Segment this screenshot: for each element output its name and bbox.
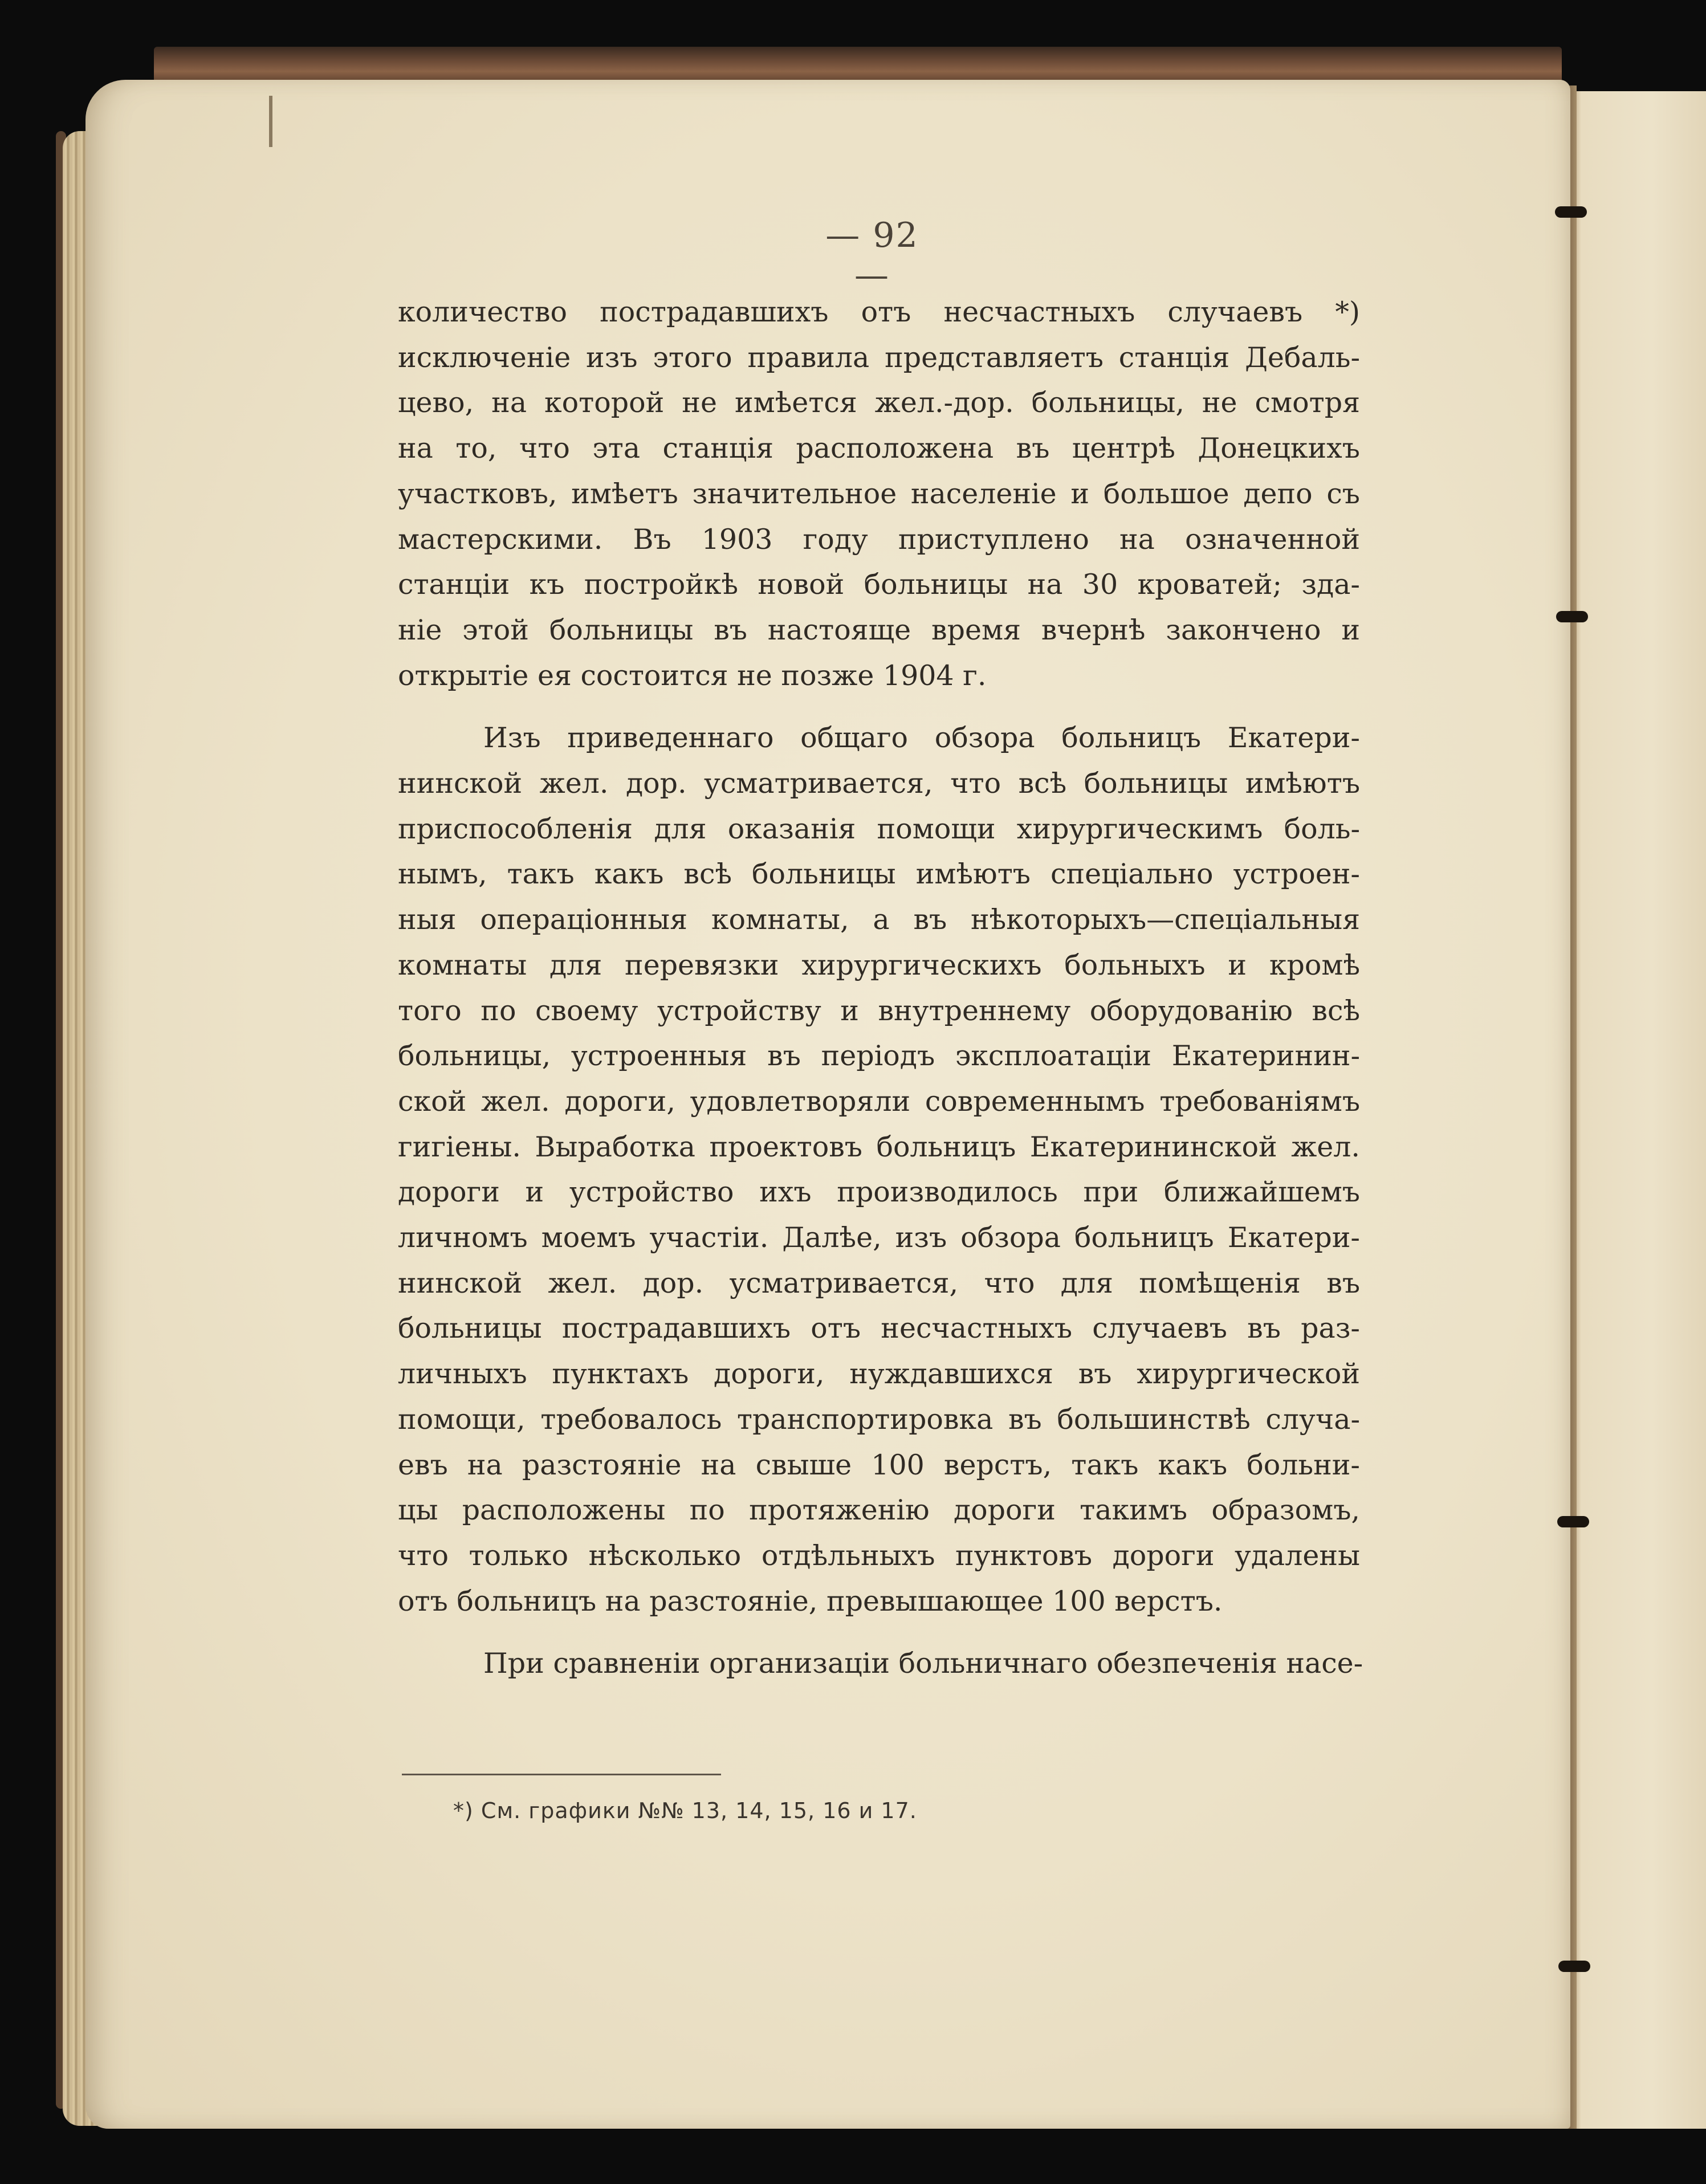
footnote-divider (402, 1774, 721, 1775)
binding-stitch (1556, 611, 1588, 622)
text-line: гигіены. Выработка проектовъ больницъ Екатерининской жел. (398, 1130, 1360, 1163)
footnote: *) См. графики №№ 13, 14, 15, 16 и 17. (453, 1798, 917, 1823)
text-line: того по своему устройству и внутреннему оборудованію всѣ (398, 994, 1360, 1027)
paragraph-gap (398, 1624, 1360, 1641)
text-line: При сравненіи организаціи больничнаго обезпеченія насе- (483, 1647, 1363, 1680)
text-line: ніе этой больницы въ настояще время вчернѣ закончено и (398, 613, 1360, 646)
text-line: приспособленія для оказанія помощи хирургическимъ боль- (398, 812, 1360, 845)
text-line: нинской жел. дор. усматривается, что для помѣщенія въ (398, 1266, 1360, 1299)
binding-stitch (1557, 1516, 1589, 1527)
text-line: мастерскими. Въ 1903 году приступлено на означенной (398, 523, 1360, 556)
text-line: больницы, устроенныя въ періодъ эксплоатаціи Екатеринин- (398, 1040, 1360, 1073)
text-line: Изъ приведеннаго общаго обзора больницъ Екатери- (483, 722, 1360, 755)
text-line: нымъ, такъ какъ всѣ больницы имѣютъ спеціально устроен- (398, 858, 1360, 891)
text-line: цы расположены по протяженію дороги такимъ образомъ, (398, 1494, 1360, 1527)
text-line: ской жел. дороги, удовлетворяли современнымъ требованіямъ (398, 1085, 1360, 1118)
text-line: исключеніе изъ этого правила представляетъ станція Дебаль- (398, 341, 1360, 374)
text-line: личномъ моемъ участіи. Далѣе, изъ обзора больницъ Екатери- (398, 1221, 1360, 1254)
text-line: дороги и устройство ихъ производилось при ближайшемъ (398, 1176, 1360, 1209)
text-line: больницы пострадавшихъ отъ несчастныхъ случаевъ въ раз- (398, 1312, 1360, 1345)
text-line: помощи, требовалось транспортировка въ большинствѣ случа- (398, 1403, 1360, 1436)
text-line: на то, что эта станція расположена въ центрѣ Донецкихъ (398, 432, 1360, 465)
text-line: нинской жел. дор. усматривается, что всѣ больницы имѣютъ (398, 767, 1360, 800)
facing-page (1570, 91, 1706, 2129)
text-line: открытіе ея состоится не позже 1904 г. (398, 659, 987, 692)
text-line: отъ больницъ на разстояніе, превышающее 100 верстъ. (398, 1584, 1223, 1617)
text-line: ныя операціонныя комнаты, а въ нѣкоторыхъ—спеціальныя (398, 903, 1360, 936)
page-mark (269, 96, 272, 147)
text-line: личныхъ пунктахъ дороги, нуждавшихся въ хирургической (398, 1358, 1360, 1391)
page-number: — 92 — (825, 215, 919, 295)
paragraph-gap (398, 698, 1360, 715)
text-line: евъ на разстояніе на свыше 100 верстъ, такъ какъ больни- (398, 1448, 1360, 1481)
text-line: участковъ, имѣетъ значительное населеніе и большое депо съ (398, 477, 1360, 510)
page-body-text (398, 290, 1363, 1686)
binding-stitch (1555, 206, 1587, 218)
text-line: комнаты для перевязки хирургическихъ больныхъ и кромѣ (398, 948, 1360, 981)
text-line: что только нѣсколько отдѣльныхъ пунктовъ дороги удалены (398, 1539, 1360, 1572)
text-line: цево, на которой не имѣется жел.-дор. больницы, не смотря (398, 386, 1360, 419)
text-line: количество пострадавшихъ отъ несчастныхъ случаевъ *) (398, 296, 1360, 328)
text-line: станціи къ постройкѣ новой больницы на 30 кроватей; зда- (398, 568, 1360, 601)
binding-stitch (1558, 1961, 1590, 1972)
